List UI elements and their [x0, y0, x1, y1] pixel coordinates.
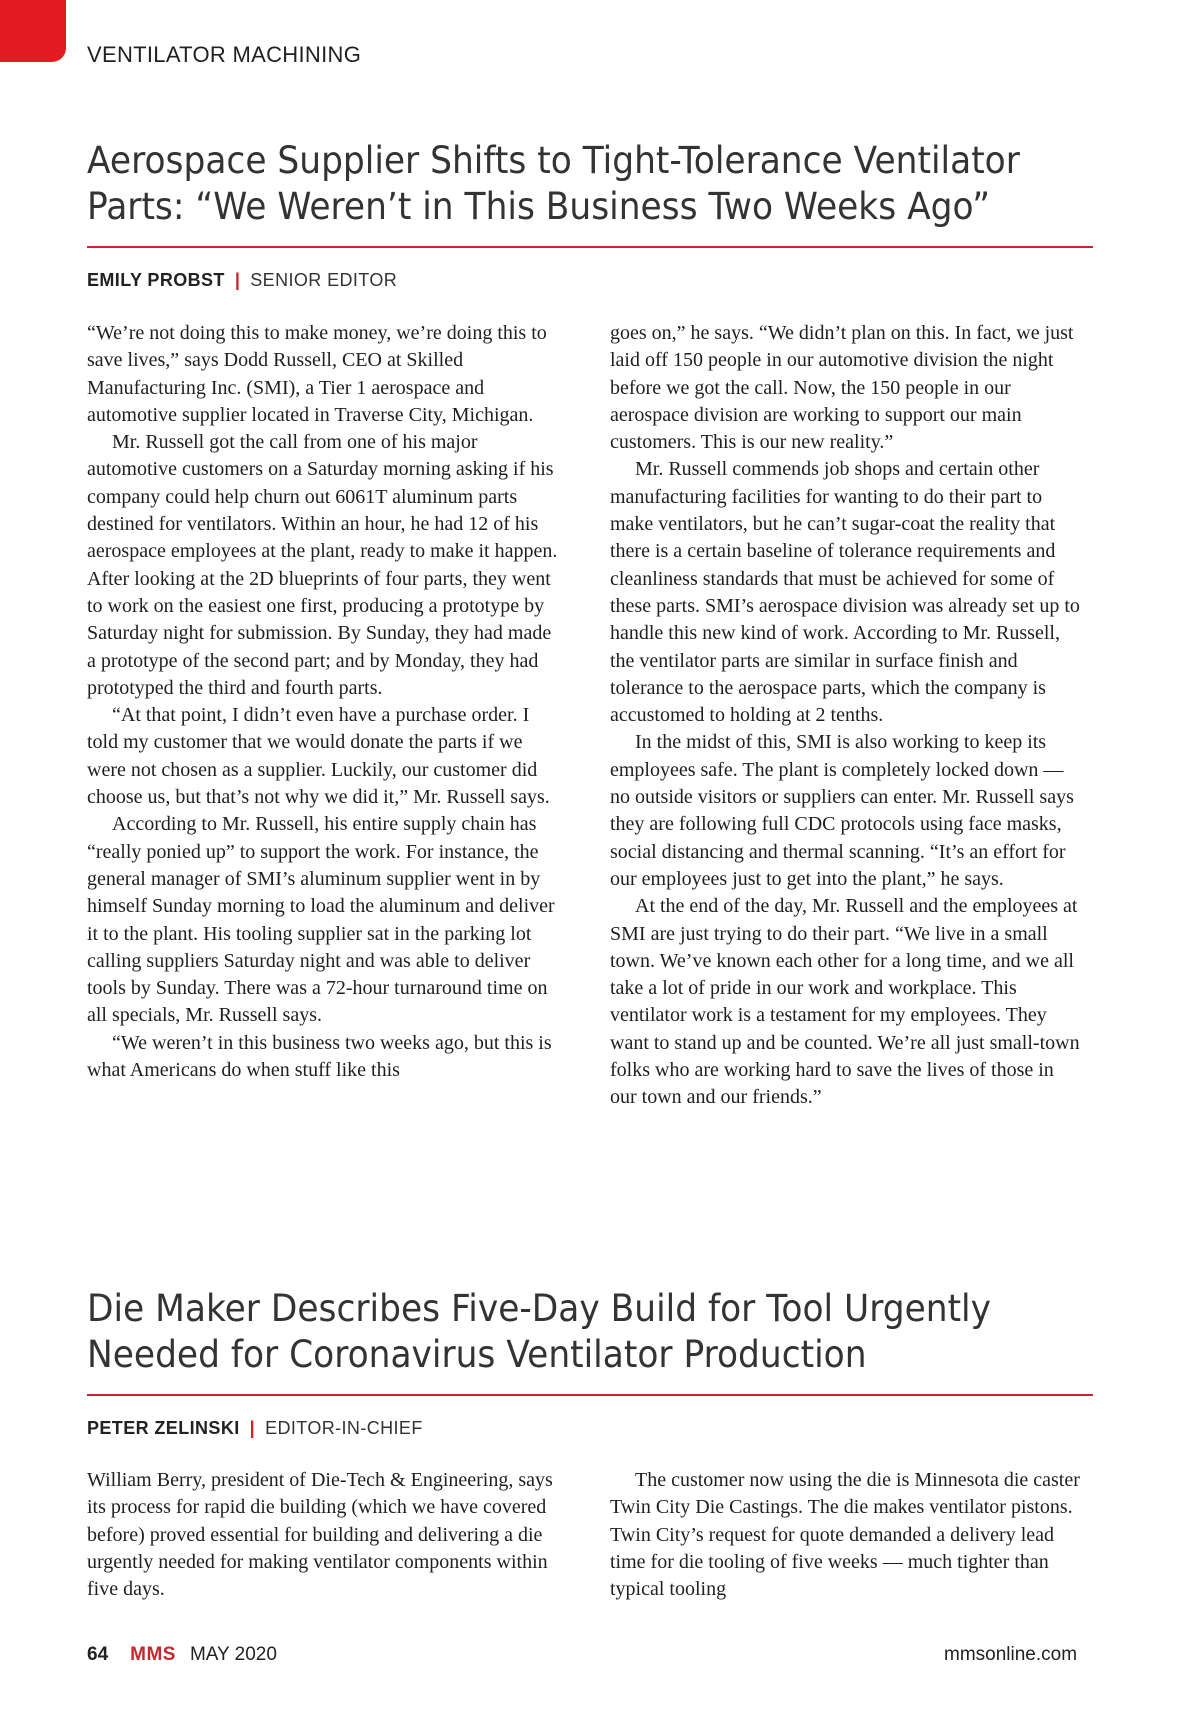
article1-role: SENIOR EDITOR	[250, 270, 398, 290]
byline-separator: |	[249, 1418, 256, 1438]
paragraph: “We weren’t in this business two weeks ago, but this is what Americans do when stuff like this	[87, 1031, 552, 1082]
footer-left	[87, 1644, 277, 1666]
issue-date: MAY 2020	[189, 1644, 277, 1665]
page-number: 64	[87, 1644, 109, 1665]
website-link[interactable]: mmsonline.com	[944, 1644, 1078, 1665]
byline-separator: |	[234, 270, 241, 290]
article1-byline	[87, 270, 397, 291]
article1-author: EMILY PROBST	[87, 270, 225, 290]
article1-headline: Aerospace Supplier Shifts to Tight-Tolerance Ventilator Parts: “We Weren’t in This Business Two Weeks Ago”	[87, 139, 1020, 228]
article2-role: EDITOR-IN-CHIEF	[265, 1418, 423, 1438]
article2-column-1	[87, 1467, 562, 1603]
paragraph: The customer now using the die is Minnesota die caster Twin City Die Castings. The die makes ventilator pistons. Twin City’s request for quote demanded a delivery lead time for die tooling of five weeks — much tighter than typical tooling	[610, 1469, 1080, 1601]
section-label: VENTILATOR MACHINING	[87, 42, 362, 67]
magazine-logo: MMS	[130, 1644, 176, 1665]
paragraph: goes on,” he says. “We didn’t plan on this. In fact, we just laid off 150 people in our automotive division the night before we got the call. Now, the 150 people in our aerospace division are working to support our main customers. This is our new reality.”	[610, 322, 1074, 454]
article2-divider	[87, 1394, 1093, 1396]
paragraph: William Berry, president of Die-Tech & Engineering, says its process for rapid die building (which we have covered before) proved essential for building and delivering a die urgently needed for making ventilator components within five days.	[87, 1469, 553, 1601]
paragraph: According to Mr. Russell, his entire supply chain has “really ponied up” to support the work. For instance, the general manager of SMI’s aluminum supplier went in by himself Sunday morning to load the aluminum and deliver it to the plant. His tooling supplier sat in the parking lot calling suppliers Saturday night and was able to deliver tools by Sunday. There was a 72-hour turnaround time on all specials, Mr. Russell says.	[87, 813, 555, 1027]
article1-column-1	[87, 320, 562, 1084]
paragraph: In the midst of this, SMI is also working to keep its employees safe. The plant is completely locked down — no outside visitors or suppliers can enter. Mr. Russell says they are following full CDC protocols using face masks, social distancing and thermal scanning. “It’s an effort for our employees just to get into the plant,” he says.	[610, 731, 1074, 890]
paragraph: Mr. Russell commends job shops and certain other manufacturing facilities for wanting to do their part to make ventilators, but he can’t sugar-coat the reality that there is a certain baseline of tolerance requirements and cleanliness standards that must be achieved for some of these parts. SMI’s aerospace division was already set up to handle this new kind of work. According to Mr. Russell, the ventilator parts are similar in surface finish and tolerance to the aerospace parts, which the company is accustomed to holding at 2 tenths.	[610, 458, 1080, 727]
paragraph: “At that point, I didn’t even have a purchase order. I told my customer that we would donate the parts if we were not chosen as a supplier. Luckily, our customer did choose us, but that’s not why we did it,” Mr. Russell says.	[87, 704, 550, 809]
paragraph: At the end of the day, Mr. Russell and the employees at SMI are just trying to do their part. “We live in a small town. We’ve known each other for a long time, and we all take a lot of pride in our work and workplace. This ventilator work is a testament for my employees. They want to stand up and be counted. We’re all just small-town folks who are working hard to save the lives of those in our town and our friends.”	[610, 895, 1080, 1109]
article2-headline: Die Maker Describes Five-Day Build for Tool Urgently Needed for Coronavirus Ventilator Production	[87, 1287, 991, 1376]
paragraph: “We’re not doing this to make money, we’re doing this to save lives,” says Dodd Russell, CEO at Skilled Manufacturing Inc. (SMI), a Tier 1 aerospace and automotive supplier located in Traverse City, Michigan.	[87, 322, 547, 426]
paragraph: Mr. Russell got the call from one of his major automotive customers on a Saturday morning asking if his company could help churn out 6061T aluminum parts destined for ventilators. Within an hour, he had 12 of his aerospace employees at the plant, ready to make it happen. After looking at the 2D blueprints of four parts, they went to work on the easiest one first, producing a prototype by Saturday night for submission. By Sunday, they had made a prototype of the second part; and by Monday, they had prototyped the third and fourth parts.	[87, 431, 558, 699]
section-tab-marker	[0, 0, 66, 62]
article2-byline	[87, 1418, 423, 1439]
article1-divider	[87, 246, 1093, 248]
article1-column-2	[610, 320, 1085, 1112]
article2-author: PETER ZELINSKI	[87, 1418, 240, 1438]
article2-column-2	[610, 1467, 1085, 1603]
